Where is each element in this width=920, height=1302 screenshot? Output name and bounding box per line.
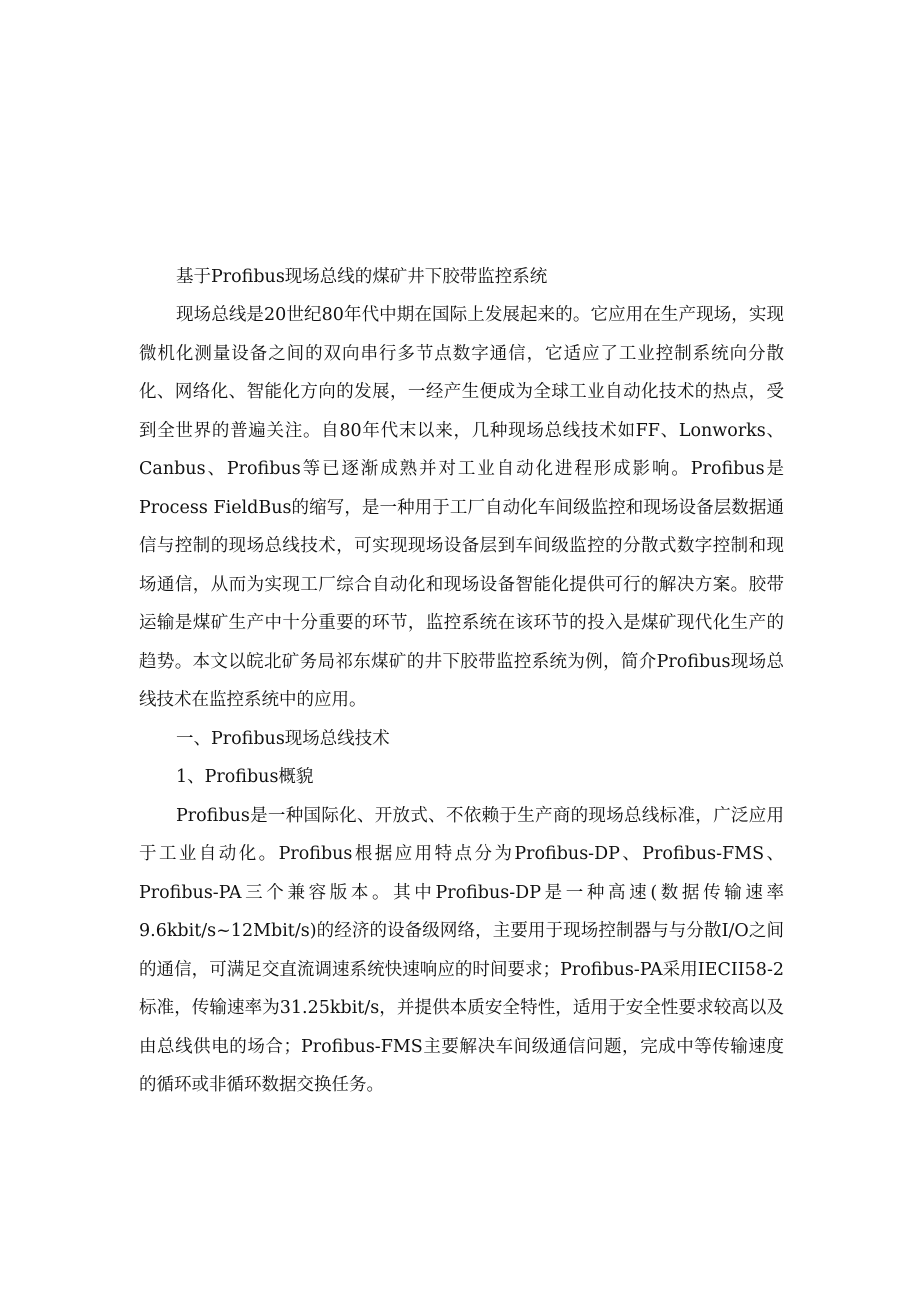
document-body bbox=[139, 258, 784, 1105]
subsection-heading: 1、Profibus概貌 bbox=[176, 767, 314, 787]
overview-paragraph: Profibus是一种国际化、开放式、不依赖于生产商的现场总线标准，广泛应用于工业自动化。Profibus根据应用特点分为Profibus-DP、Profibus-FMS、Profibus-PA三个兼容版本。其中Profibus-DP是一种高速(数据传输速率9.6kbit/s~12Mbit/s)的经济的设备级网络，主要用于现场控制器与与分散I/O之间的通信，可满足交直流调速系统快速响应的时间要求；Profibus-PA采用IECII58-2标准，传输速率为31.25kbit/s，并提供本质安全特性，适用于安全性要求较高以及由总线供电的场合；Profibus-FMS主要解决车间级通信问题，完成中等传输速度的循环或非循环数据交换任务。 bbox=[139, 805, 784, 1095]
intro-paragraph: 现场总线是20世纪80年代中期在国际上发展起来的。它应用在生产现场，实现微机化测量设备之间的双向串行多节点数字通信，它适应了工业控制系统向分散化、网络化、智能化方向的发展，一经产生便成为全球工业自动化技术的热点，受到全世界的普遍关注。自80年代末以来，几种现场总线技术如FF、Lonworks、Canbus、Profibus等已逐渐成熟并对工业自动化进程形成影响。Profibus是Process FieldBus的缩写，是一种用于工厂自动化车间级监控和现场设备层数据通信与控制的现场总线技术，可实现现场设备层到车间级监控的分散式数字控制和现场通信，从而为实现工厂综合自动化和现场设备智能化提供可行的解决方案。胶带运输是煤矿生产中十分重要的环节，监控系统在该环节的投入是煤矿现代化生产的趋势。本文以皖北矿务局祁东煤矿的井下胶带监控系统为例，简介Profibus现场总线技术在监控系统中的应用。 bbox=[139, 305, 784, 710]
document-title: 基于Profibus现场总线的煤矿井下胶带监控系统 bbox=[176, 267, 548, 287]
section-heading: 一、Profibus现场总线技术 bbox=[176, 728, 390, 749]
